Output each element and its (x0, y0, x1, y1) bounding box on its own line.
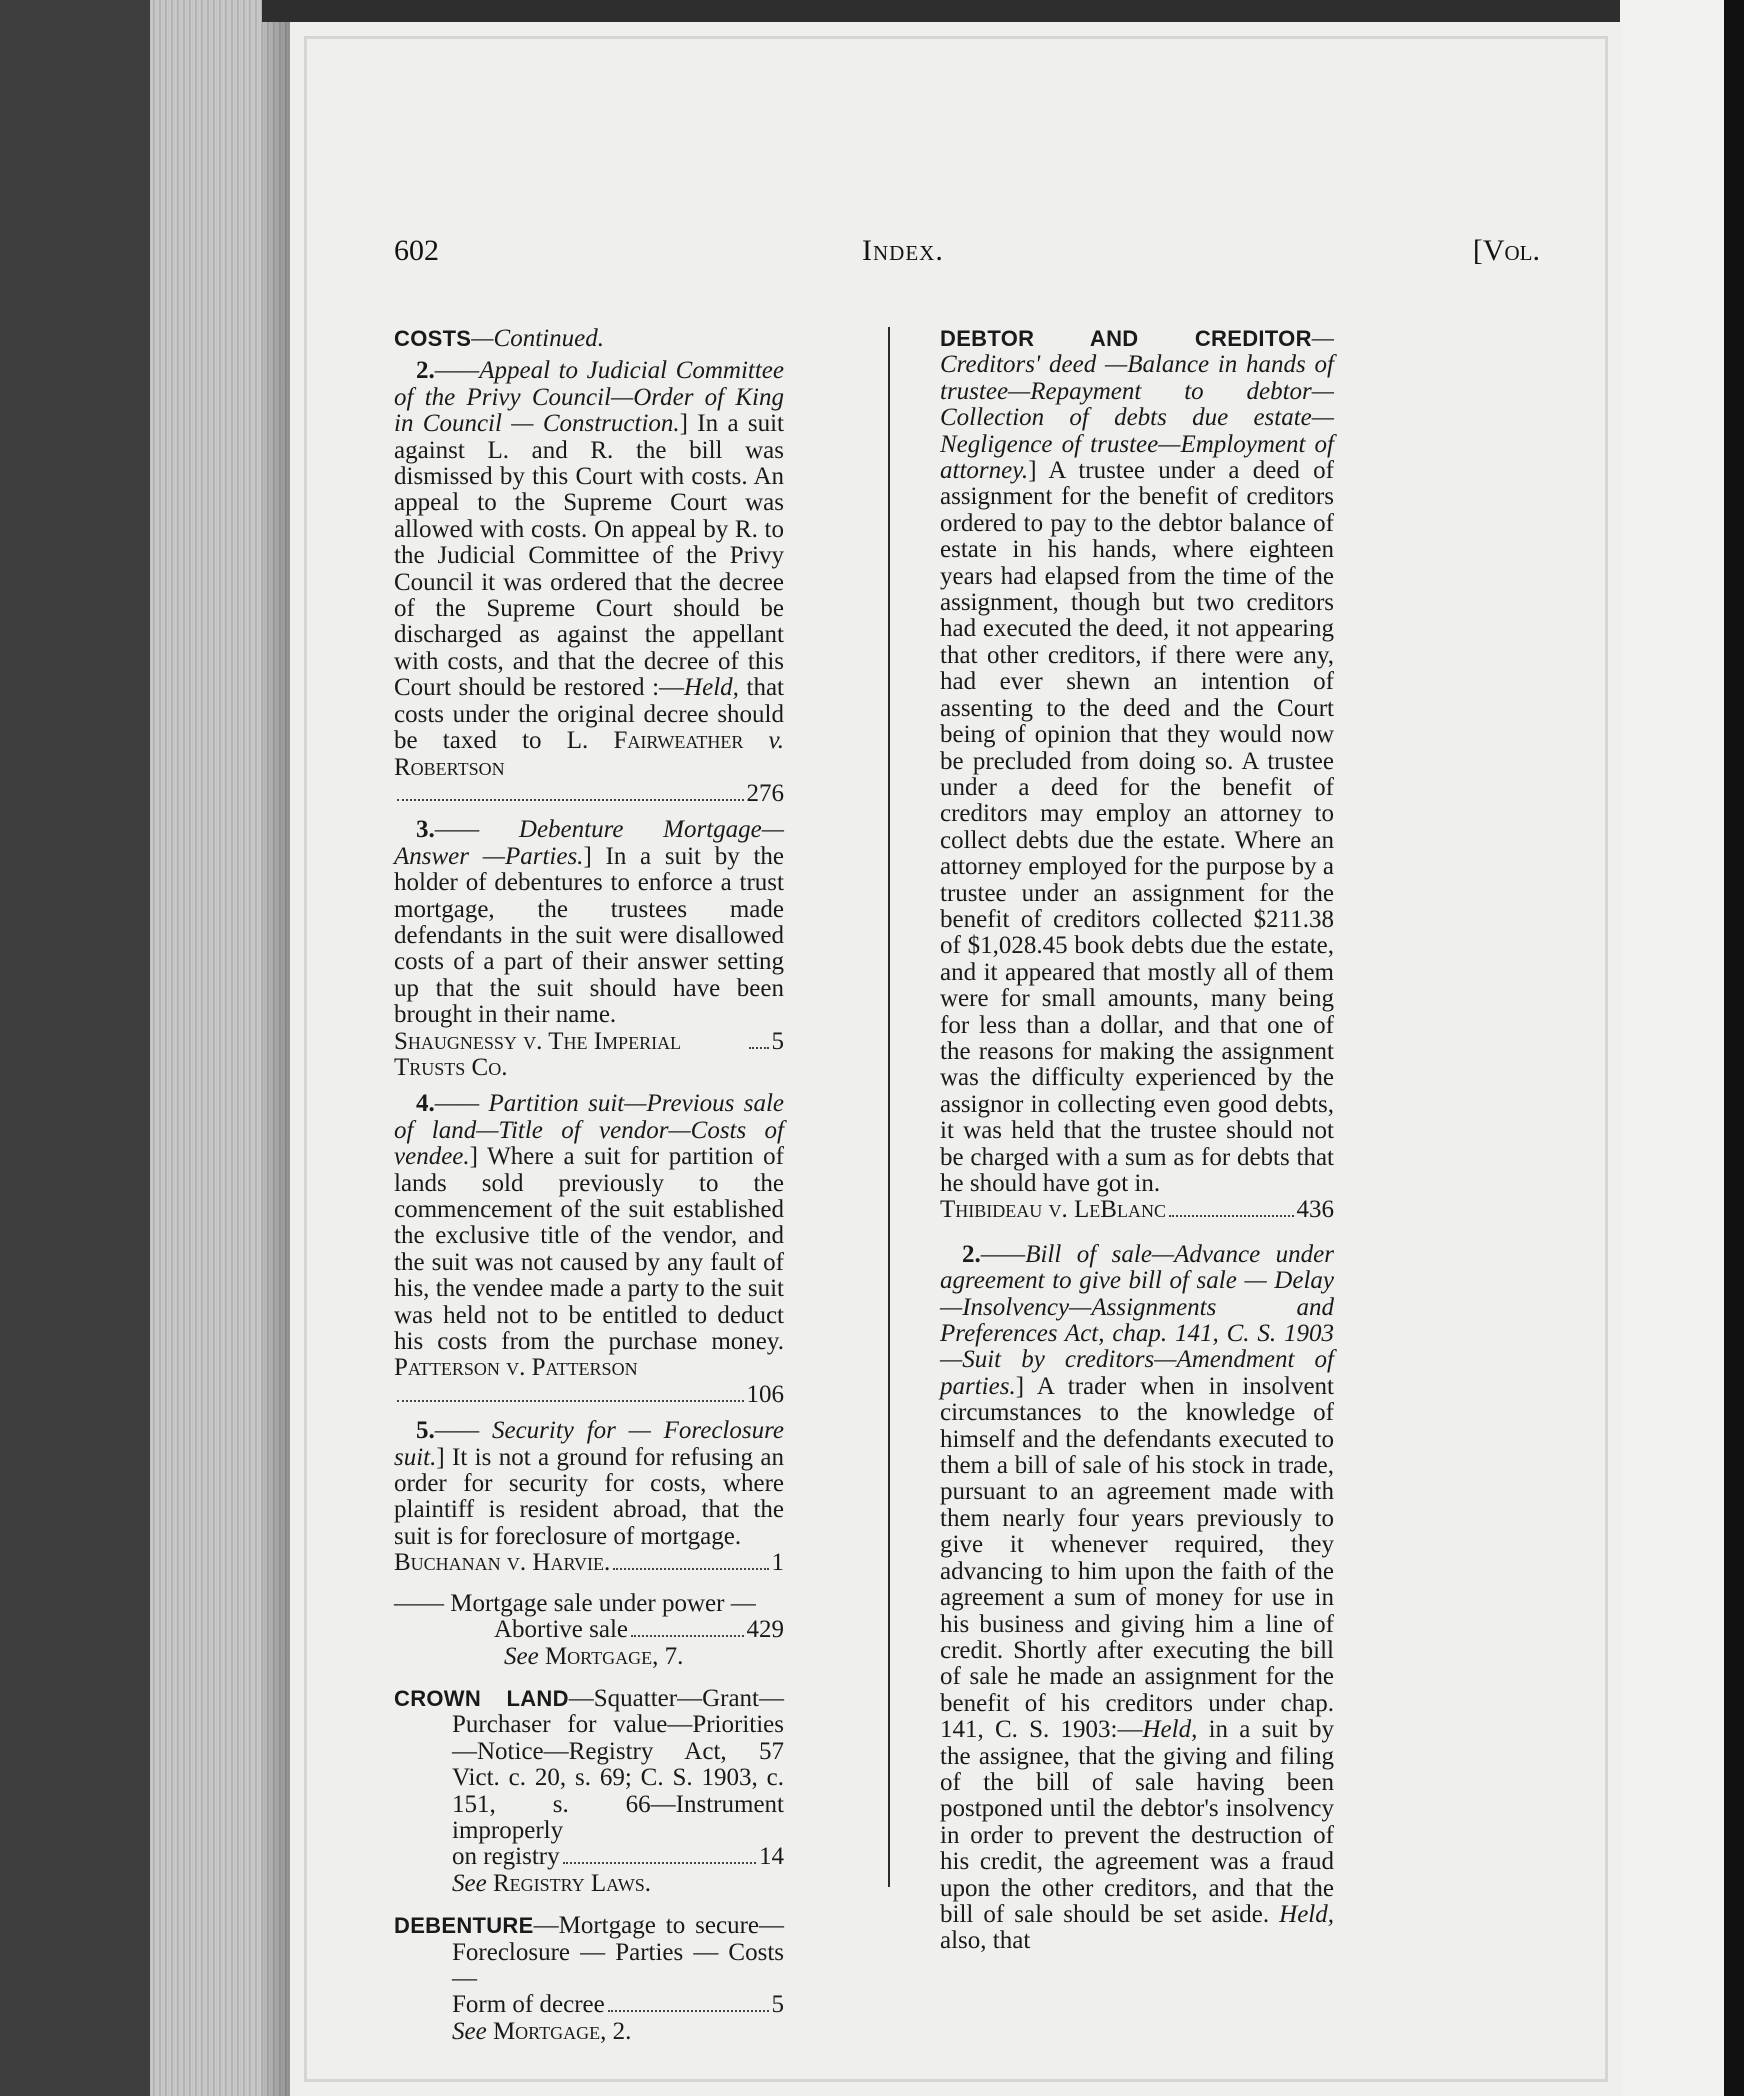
see-target: Mortgage, 7. (544, 1642, 684, 1670)
entry-text-continued: in a suit by the assignee, that the giving and filing of the bill of sale having been postponed until the debtor's insolvency in order to prevent the destruction of his credit, the agreement was a fraud upon the other creditors, and that the bill of sale should be set aside. (940, 1716, 1334, 1928)
heading-debenture: DEBENTURE (394, 1913, 534, 1939)
page-reference: 5 (771, 1991, 784, 2019)
entry-number: 3. (416, 816, 435, 844)
scan-background-left (0, 0, 150, 2096)
held-label: Held, (1279, 1900, 1334, 1928)
leader-dots (749, 1047, 769, 1049)
leader-dots (1169, 1215, 1294, 1217)
versus: v. (768, 727, 785, 755)
held-label: Held, (684, 674, 739, 702)
entry-text-continued: also, that (940, 1927, 1031, 1955)
page-reference: 14 (759, 1843, 784, 1871)
entry-catchwords: —Creditors' deed —Balance in hands of trustee—Repayment to debtor—Collection of debts due estate—Negligence of trustee—Employment of attorney. (940, 325, 1334, 485)
see-target: Registry Laws. (492, 1869, 651, 1897)
see-label: See (504, 1642, 539, 1670)
entry-text: Form of decree (452, 1991, 605, 2019)
index-entry (940, 326, 1334, 1197)
leader-dots (613, 1568, 768, 1570)
entry-text-continued: that costs under the original decree should be taxed to L. (394, 674, 784, 755)
entry-catchwords: —— Security for — Foreclosure suit. (394, 1417, 784, 1471)
entry-catchwords: —— Partition suit—Previous sale of land—Title of vendor—Costs of vendee. (394, 1090, 784, 1171)
page-reference-line (394, 1844, 784, 1870)
case-name: Shaugnessy v. The Imperial Trusts Co. (394, 1027, 682, 1081)
entry-text: Abortive sale (494, 1616, 628, 1644)
right-column (940, 326, 1334, 1955)
index-entry (394, 1686, 784, 1844)
case-party-1: Fairweather (613, 727, 744, 755)
left-column (394, 326, 784, 2045)
entry-text: ] A trustee under a deed of assignment for the benefit of creditors ordered to pay to the debtor balance of estate in his hands, where eighteen years had elapsed from the time of the assignment, though but two creditors had executed the deed, it not appearing that other creditors, if there were any, had ever shewn an intention of assenting to the deed and the Court being of opinion that they would now be precluded from doing so. A trustee under a deed for the benefit of creditors may employ an attorney to collect debts due the estate. Where an attorney employed for the purpose by a trustee under an assignment for the benefit of creditors collected $211.38 of $1,028.45 book debts due the estate, and it appeared that mostly all of them were for small amounts, many being for less than a dollar, and that one of the reasons for making the assignment was the difficulty experienced by the assignor in collecting even good debts, it was held that the trustee should not be charged with a sum as for debts that he should have got in. (940, 457, 1334, 1197)
entry-number: 2. (962, 1240, 981, 1268)
page-reference-line (394, 1382, 784, 1408)
index-entry (940, 1242, 1334, 1955)
page-reference-line (940, 1197, 1334, 1223)
entry-catchwords: —— Debenture Mortgage—Answer —Parties. (394, 816, 784, 870)
entry-text: on registry (452, 1843, 560, 1871)
entry-number: 2. (416, 357, 435, 385)
heading-costs: COSTS (394, 326, 472, 351)
leader-dots (608, 2010, 769, 2012)
page-reference: 5 (771, 1027, 784, 1055)
heading-debtor-and-creditor: DEBTOR AND CREDITOR (940, 326, 1312, 351)
facing-page-edge (1620, 0, 1724, 2096)
page-reference-line (394, 1617, 784, 1643)
page-reference: 276 (746, 779, 784, 807)
book-page (290, 22, 1622, 2096)
scan-background-top (262, 0, 1622, 22)
see-label: See (452, 1869, 487, 1897)
index-entry (394, 1418, 784, 1550)
page-reference: 106 (746, 1380, 784, 1408)
volume-marker: [Vol. (1472, 234, 1540, 267)
index-entry (394, 1091, 784, 1381)
entry-catchwords: ——Bill of sale—Advance under agreement to give bill of sale — Delay —Insolvency—Assignments and Preferences Act, chap. 141, C. S. 1903—Suit by creditors—Amendment of parties. (940, 1240, 1334, 1400)
entry-text: ] A trader when in insolvent circumstances to the knowledge of himself and the defendants executed to them a bill of sale of his stock in trade, pursuant to an agreement made with them nearly four years previously to give it whenever required, they advancing to him upon the faith of the agreement a sum of money for use in his business and giving him a line of credit. Shortly after executing the bill of sale he made an assignment for the benefit of his creditors under chap. 141, C. S. 1903:— (940, 1372, 1334, 1744)
see-reference (394, 1871, 784, 1897)
heading-crown-land: CROWN LAND (394, 1685, 569, 1711)
entry-text: —Squatter—Grant—Purchaser for value—Priorities—Notice—Registry Act, 57 Vict. c. 20, s. 69; C. S. 1903, c. 151, s. 66—Instrument improperly (452, 1684, 784, 1844)
page-number: 602 (394, 234, 439, 267)
entry-catchwords: ——Appeal to Judicial Committee of the Privy Council—Order of King in Council — Construction. (394, 357, 784, 438)
leader-dots (631, 1635, 744, 1637)
index-entry (394, 358, 784, 781)
continued-heading (394, 326, 784, 352)
page-reference-line (394, 1029, 784, 1082)
page-title: Index. (862, 234, 944, 267)
continued-label: —Continued. (471, 325, 604, 352)
case-name: Thibideau v. LeBlanc (940, 1196, 1166, 1224)
see-label: See (452, 2017, 487, 2045)
case-name: Patterson v. Patterson (394, 1354, 638, 1382)
page-reference-line (394, 1992, 784, 2018)
entry-text: ] In a suit by the holder of debentures to enforce a trust mortgage, the trustees made defendants in the suit were disallowed costs of a part of their answer setting up that the suit should have been brought in their name. (394, 842, 784, 1029)
entry-text: ] In a suit against L. and R. the bill was dismissed by this Court with costs. An appeal to the Supreme Court was allowed with costs. On appeal by R. to the Judicial Committee of the Privy Council it was ordered that the decree of the Supreme Court should be discharged as against the appellant with costs, and that the decree of this Court should be restored :— (394, 410, 784, 702)
page-reference: 1 (771, 1549, 784, 1577)
entry-text: —— Mortgage sale under power — (394, 1589, 756, 1617)
running-head (394, 234, 1544, 294)
entry-number: 5. (416, 1417, 435, 1445)
leader-dots (563, 1862, 756, 1864)
page-reference: 429 (746, 1616, 784, 1644)
column-divider (888, 327, 890, 1887)
see-reference (394, 2019, 784, 2045)
page-reference-line (394, 1550, 784, 1576)
leader-dots (397, 1400, 744, 1402)
leader-dots (397, 799, 744, 801)
page-reference: 436 (1296, 1196, 1334, 1224)
entry-text: ] It is not a ground for refusing an order for security for costs, where plaintiff is resident abroad, that the suit is for foreclosure of mortgage. (394, 1443, 784, 1550)
index-entry (394, 817, 784, 1028)
entry-text: —Mortgage to secure—Foreclosure — Parties — Costs — (452, 1912, 784, 1992)
case-party-2: Robertson (394, 753, 505, 781)
index-entry (394, 1913, 784, 1992)
page-reference-line (394, 781, 784, 807)
entry-text: ] Where a suit for partition of lands sold previously to the commencement of the suit established the exclusive title of the vendor, and the suit was not caused by any fault of his, the vendee made a party to the suit was held not to be entitled to deduct his costs from the purchase money. (394, 1143, 784, 1356)
case-name: Buchanan v. Harvie. (394, 1549, 611, 1577)
see-target: Mortgage, 2. (492, 2017, 632, 2045)
see-reference (394, 1644, 784, 1670)
entry-number: 4. (416, 1090, 435, 1118)
cross-reference-entry (394, 1591, 784, 1617)
held-label: Held, (1142, 1716, 1198, 1744)
